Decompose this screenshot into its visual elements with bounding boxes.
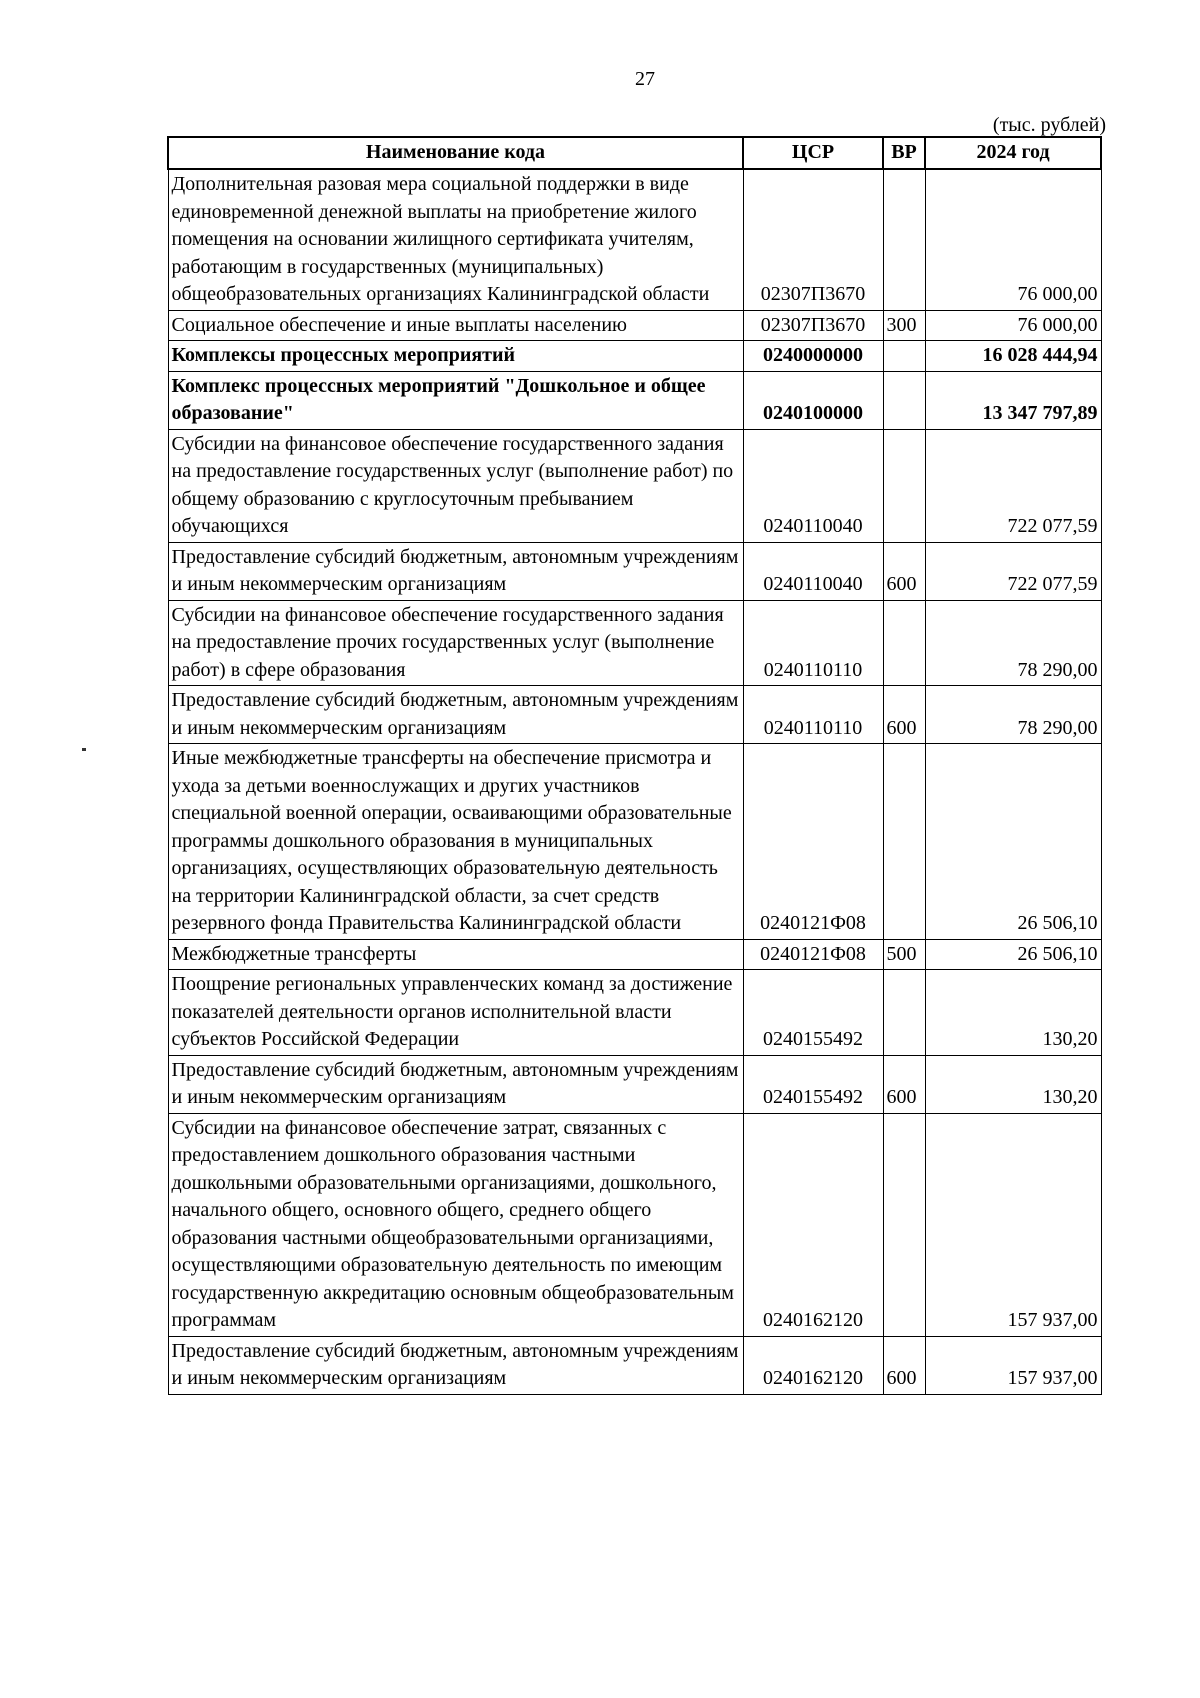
cell-csr: 0240162120 [743,1113,883,1336]
table-row [168,970,1101,1056]
cell-amount: 78 290,00 [925,600,1101,686]
table-row [168,169,1101,310]
table-row [168,429,1101,542]
cell-amount: 13 347 797,89 [925,371,1101,429]
table-row [168,341,1101,372]
cell-csr: 0240110040 [743,429,883,542]
table-row [168,686,1101,744]
table-row [168,1336,1101,1394]
units-label: (тыс. рублей) [992,114,1106,136]
scan-speck [82,748,86,751]
cell-amount: 78 290,00 [925,686,1101,744]
cell-csr: 0240110110 [743,600,883,686]
cell-amount: 722 077,59 [925,542,1101,600]
header-csr: ЦСР [743,137,883,169]
cell-vr: 300 [883,310,925,341]
cell-name: Предоставление субсидий бюджетным, автономным учреждениям и иным некоммерческим организациям [168,1055,743,1113]
cell-vr [883,371,925,429]
cell-csr: 0240121Ф08 [743,939,883,970]
cell-amount: 157 937,00 [925,1336,1101,1394]
table-row [168,939,1101,970]
cell-vr [883,169,925,310]
cell-csr: 0240100000 [743,371,883,429]
cell-csr: 0240110040 [743,542,883,600]
cell-vr: 600 [883,1055,925,1113]
cell-amount: 76 000,00 [925,310,1101,341]
table-row [168,310,1101,341]
table-row [168,1113,1101,1336]
cell-name: Субсидии на финансовое обеспечение затрат, связанных с предоставлением дошкольного образования частными дошкольными образовательными организациями, дошкольного, начального общего, основного общего, среднего общего образования частными общеобразовательными организациями, осуществляющими образовательную деятельность по имеющим государственную аккредитацию основным общеобразовательным программам [168,1113,743,1336]
cell-vr: 600 [883,542,925,600]
cell-name: Комплексы процессных мероприятий [168,341,743,372]
cell-name: Поощрение региональных управленческих команд за достижение показателей деятельности органов исполнительной власти субъектов Российской Федерации [168,970,743,1056]
cell-vr [883,600,925,686]
cell-csr: 02307П3670 [743,169,883,310]
cell-name: Комплекс процессных мероприятий "Дошкольное и общее образование" [168,371,743,429]
cell-name: Иные межбюджетные трансферты на обеспечение присмотра и ухода за детьми военнослужащих и других участников специальной военной операции, осваивающими образовательные программы дошкольного образования в муниципальных организациях, осуществляющих образовательную деятельность на территории Калининградской области, за счет средств резервного фонда Правительства Калининградской области [168,744,743,940]
table-row [168,600,1101,686]
cell-csr: 0240155492 [743,970,883,1056]
cell-amount: 16 028 444,94 [925,341,1101,372]
table-row [168,542,1101,600]
cell-name: Предоставление субсидий бюджетным, автономным учреждениям и иным некоммерческим организациям [168,686,743,744]
cell-vr [883,744,925,940]
cell-name: Дополнительная разовая мера социальной поддержки в виде единовременной денежной выплаты на приобретение жилого помещения на основании жилищного сертификата учителям, работающим в государственных (муниципальных) общеобразовательных организациях Калининградской области [168,169,743,310]
cell-vr: 600 [883,686,925,744]
cell-name: Социальное обеспечение и иные выплаты населению [168,310,743,341]
cell-vr [883,429,925,542]
cell-name: Субсидии на финансовое обеспечение государственного задания на предоставление прочих государственных услуг (выполнение работ) в сфере образования [168,600,743,686]
header-amount: 2024 год [925,137,1101,169]
cell-csr: 02307П3670 [743,310,883,341]
cell-name: Межбюджетные трансферты [168,939,743,970]
cell-name: Субсидии на финансовое обеспечение государственного задания на предоставление государственных услуг (выполнение работ) по общему образованию с круглосуточным пребыванием обучающихся [168,429,743,542]
budget-table [167,136,1102,1395]
page-number: 27 [635,68,655,90]
cell-amount: 26 506,10 [925,939,1101,970]
table-row [168,1055,1101,1113]
table-row [168,371,1101,429]
table-body [168,169,1101,1394]
cell-csr: 0240155492 [743,1055,883,1113]
header-name: Наименование кода [168,137,743,169]
cell-vr: 600 [883,1336,925,1394]
cell-amount: 130,20 [925,1055,1101,1113]
cell-name: Предоставление субсидий бюджетным, автономным учреждениям и иным некоммерческим организациям [168,1336,743,1394]
header-vr: ВР [883,137,925,169]
cell-amount: 130,20 [925,970,1101,1056]
table-row [168,744,1101,940]
cell-amount: 157 937,00 [925,1113,1101,1336]
cell-vr [883,970,925,1056]
cell-csr: 0240000000 [743,341,883,372]
cell-amount: 76 000,00 [925,169,1101,310]
cell-amount: 722 077,59 [925,429,1101,542]
cell-csr: 0240162120 [743,1336,883,1394]
cell-vr: 500 [883,939,925,970]
cell-vr [883,1113,925,1336]
cell-amount: 26 506,10 [925,744,1101,940]
cell-csr: 0240110110 [743,686,883,744]
cell-name: Предоставление субсидий бюджетным, автономным учреждениям и иным некоммерческим организациям [168,542,743,600]
table-header-row [168,137,1101,169]
cell-csr: 0240121Ф08 [743,744,883,940]
cell-vr [883,341,925,372]
